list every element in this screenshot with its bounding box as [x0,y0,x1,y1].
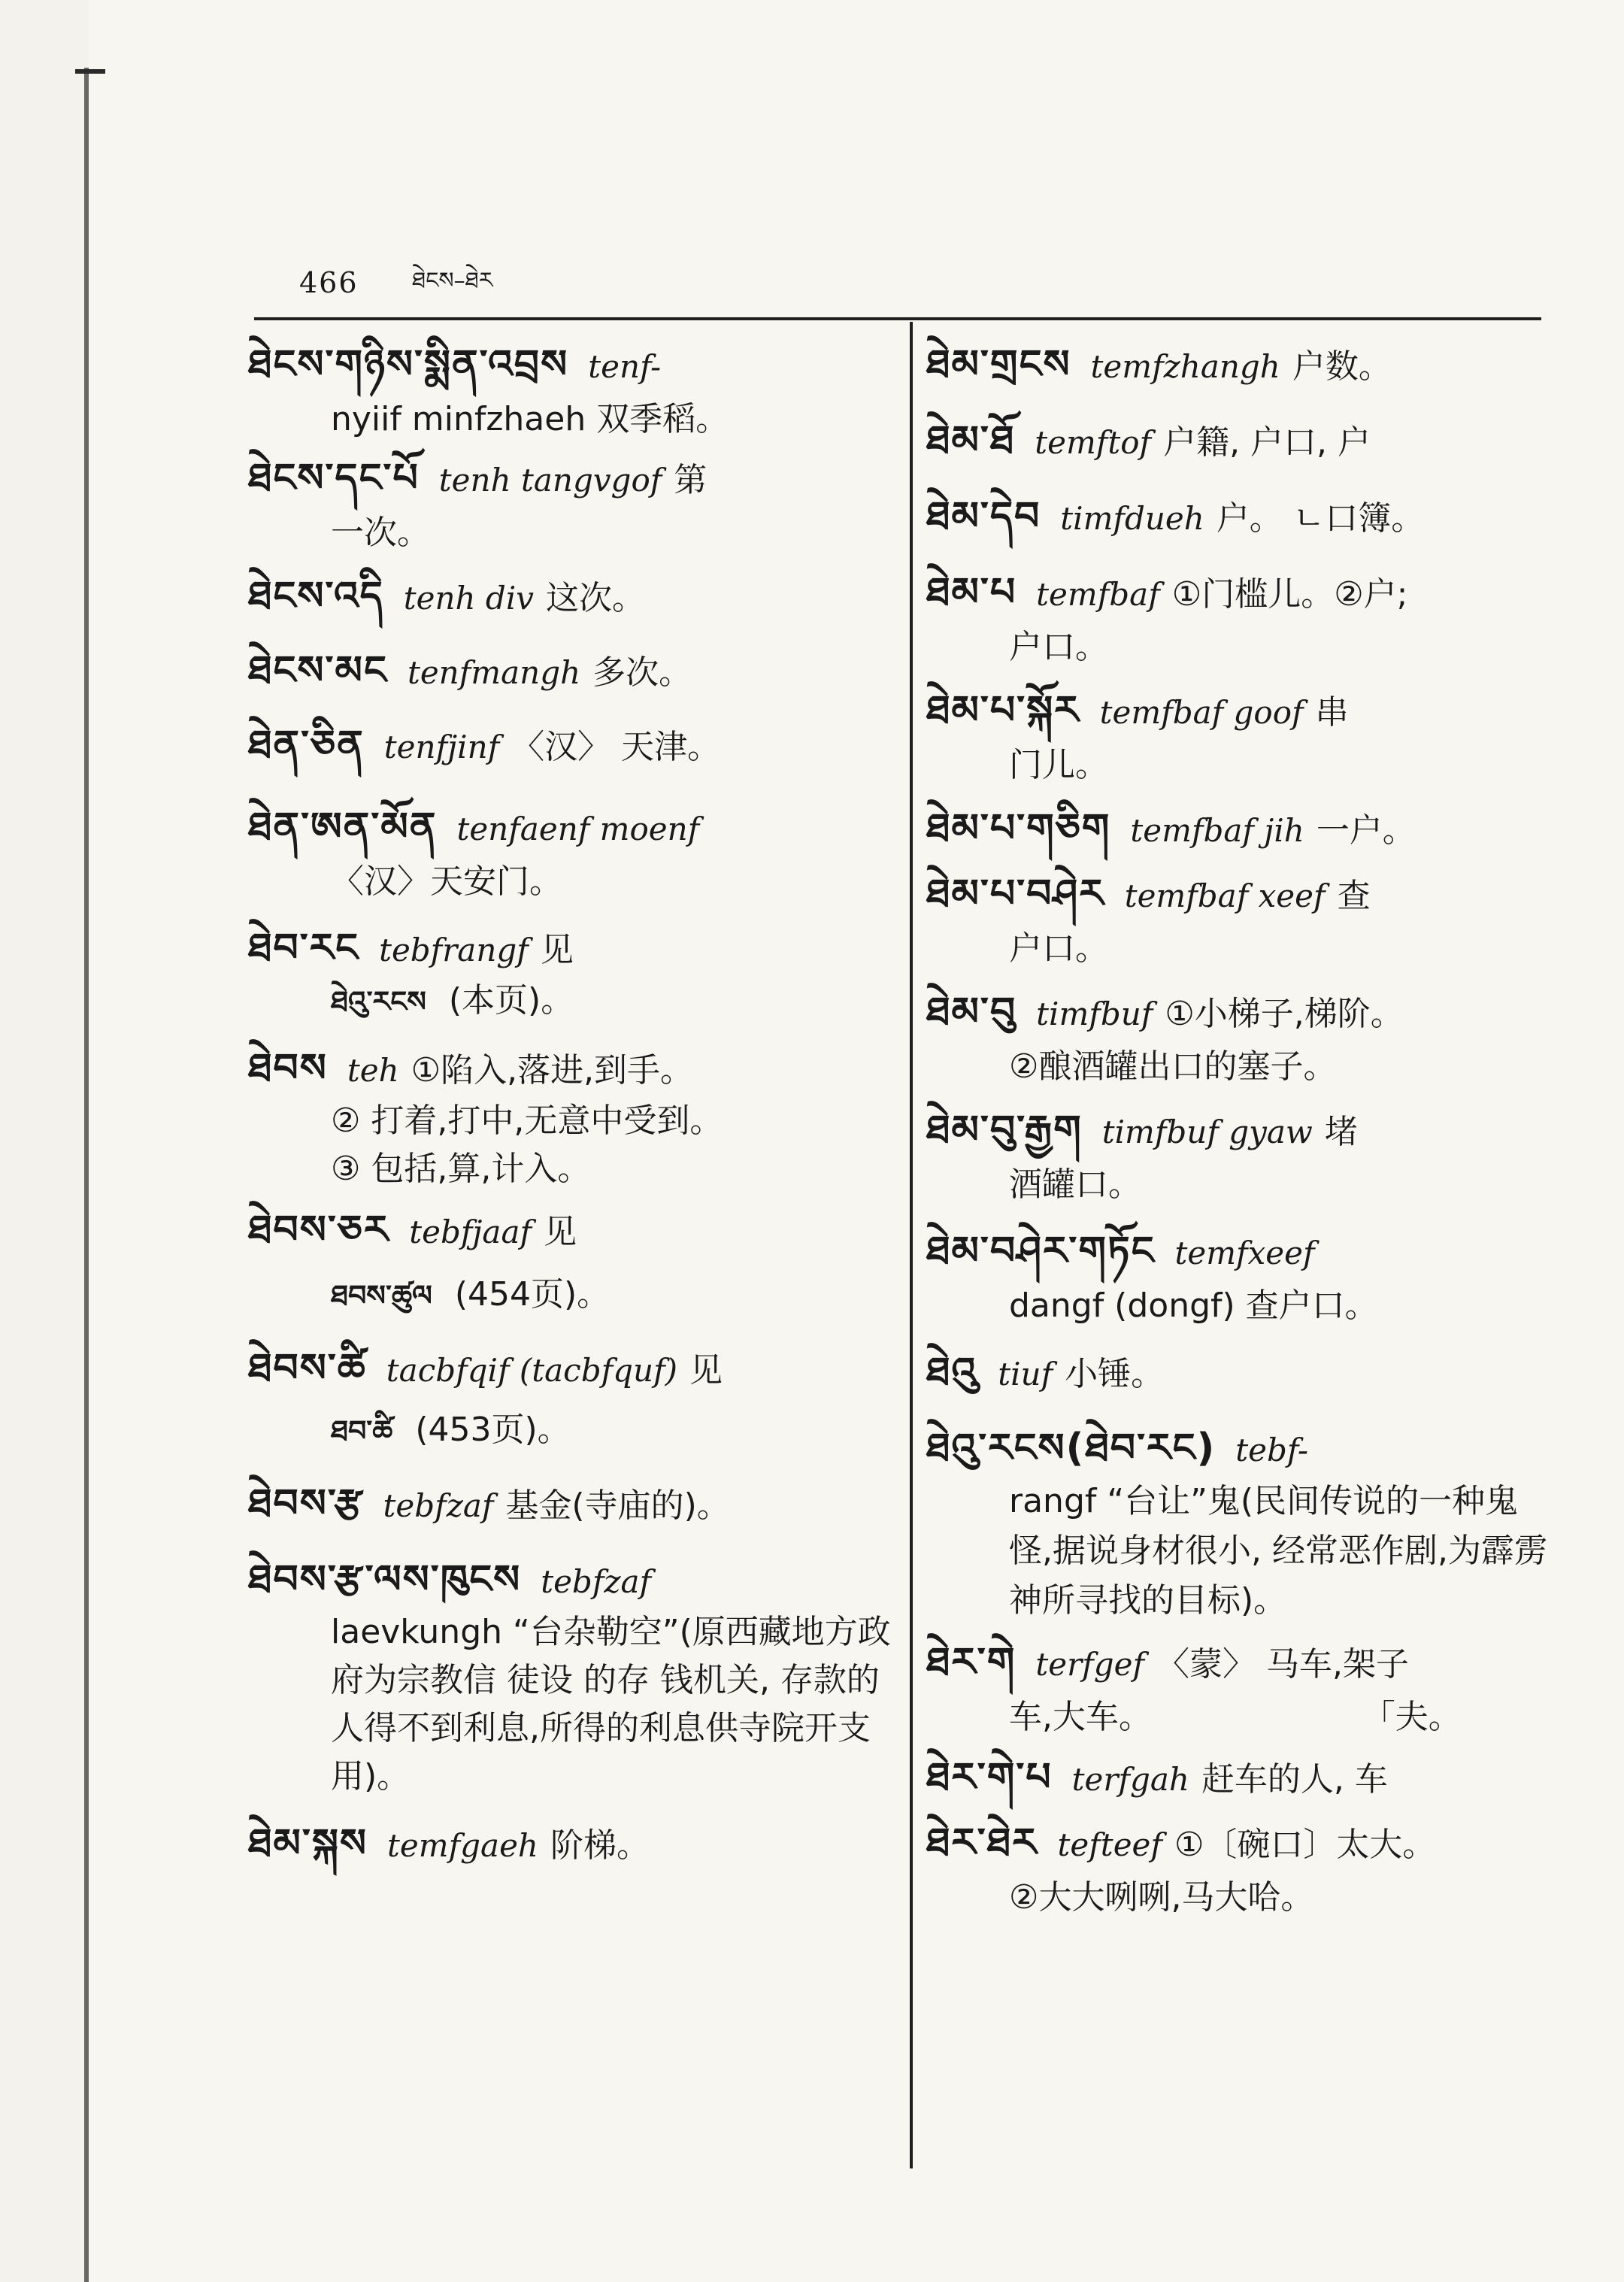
definition-continued: ② 打着,打中,无意中受到。 [331,1102,723,1140]
definition: 〈汉〉天安门。 [331,862,562,901]
definition: rangf “台让”鬼(民间传说的一种鬼怪,据说身材很小, 经常恶作剧,为霹雳神所寻找的目标)。 [1009,1482,1547,1620]
definition: 查 [1337,877,1371,915]
column-divider [910,322,913,2168]
definition: 户籍, 户口, 户 [1163,423,1371,462]
headword: ཐེམ་གྲངས [926,342,1071,387]
dictionary-entry [248,1817,893,1872]
romanization: terfgah [1071,1761,1189,1798]
romanization: tenfmangh [407,654,581,691]
dictionary-entry [248,338,893,446]
dictionary-entry [248,1342,893,1455]
romanization: temfxeef [1174,1235,1315,1271]
dictionary-entry [926,868,1549,975]
romanization: tenh div [403,580,534,617]
romanization: temfbaf xeef [1124,877,1326,914]
definition: 串 [1315,693,1349,732]
headword: ཐེབས་ཚི [248,1346,367,1391]
cross-reference-word: ཐབས་ཚུལ [331,1279,432,1312]
headword: ཐེམ་པ་བཤེར [926,871,1105,917]
definition: ①陷入,落进,到手。 [411,1051,694,1089]
romanization: tefteef [1057,1826,1162,1863]
see-also-label: 见 [544,1213,577,1251]
headword: ཐེངས་འདི [248,574,384,619]
definition-continued: ③ 包括,算,计入。 [331,1150,591,1188]
definition: nyiif minfzhaeh 双季稻。 [331,400,729,438]
definition-continued: 户口。 [1009,628,1108,666]
dictionary-entry [926,1104,1549,1211]
page-reference: (本页)。 [448,981,574,1020]
romanization: tebfrangf [379,932,529,968]
dictionary-entry [248,1204,893,1320]
left-column [248,331,893,1872]
romanization: temfgaeh [387,1827,538,1864]
headword: ཐེབས་ཅར [248,1208,390,1253]
definition: 多次。 [592,653,692,692]
dictionary-entry [926,1422,1549,1626]
see-also-label: 见 [689,1351,723,1390]
dictionary-entry [248,1553,893,1801]
dictionary-entry [926,1817,1549,1924]
dictionary-entry [248,644,893,699]
romanization: terfgef [1035,1646,1144,1683]
headword: ཐེའུ་རངས(ཐེབ་རང) [926,1426,1216,1471]
dictionary-entry [926,490,1549,545]
cross-reference-word: ཐབ་ཚི [331,1414,393,1447]
definition: 〈蒙〉 马车,架子 [1156,1645,1409,1683]
dictionary-entry [926,1225,1549,1332]
scan-edge [0,0,89,2282]
headword: ཐེར་གེ [926,1640,1017,1685]
cross-reference[interactable] [248,1406,893,1455]
headword: ཐེངས་དང་པོ [248,456,420,501]
headword: ཐེམ་པ [926,570,1017,615]
definition: 赶车的人, 车 [1201,1760,1388,1799]
cross-reference[interactable] [248,1271,893,1320]
headword: ཐེར་གེ་པ [926,1755,1053,1800]
romanization: tenh tangvgof [438,462,662,499]
romanization: temfbaf goof [1099,694,1304,731]
definition-continued: 户口。 [1009,929,1108,968]
see-also-label: 见 [540,931,574,969]
headword: ཐེན་ཨན་མོན [248,805,438,850]
headword: ཐེབས་རྩ་ལས་ཁུངས [248,1557,522,1602]
dictionary-entry [926,1751,1549,1806]
cross-reference[interactable] [248,977,893,1026]
definition-continued: ②大大咧咧,马大哈。 [1009,1878,1314,1917]
definition: dangf (dongf) 查户口。 [1009,1286,1378,1325]
headword: ཐེངས་གཉིས་སྨིན་འབྲས [248,342,569,387]
definition-continued: 车,大车。 「夫。 [1009,1698,1462,1736]
headword: ཐེམ་སྐས [248,1821,368,1866]
definition-continued: 门儿。 [1009,746,1108,784]
headword: ཐེབ་རང [248,926,360,971]
definition: 小锤。 [1065,1355,1165,1393]
romanization: tiuf [998,1356,1053,1393]
headword: ཐེབས་རྩ [248,1481,364,1526]
dictionary-entry [926,802,1549,857]
definition: 阶梯。 [550,1826,650,1865]
romanization: tebf- [1235,1432,1309,1468]
definition: ①小梯子,梯阶。 [1165,995,1404,1033]
definition: 这次。 [545,579,645,617]
running-head: ཐེངས–ཐེར [412,268,493,294]
definition: 〈汉〉 天津。 [511,728,721,766]
headword: ཐེམ་དེབ [926,494,1041,539]
binding-line [84,68,89,2282]
dictionary-entry [926,338,1549,393]
romanization: tebfzaf [383,1487,494,1524]
dictionary-entry [926,986,1549,1093]
dictionary-entry [926,1636,1549,1744]
dictionary-entry [248,570,893,625]
definition: 户。 ㄴ口簿。 [1216,499,1425,538]
cross-reference-word: ཐེའུ་རངས [331,985,426,1018]
dictionary-entry [248,719,893,774]
definition: laevkungh “台杂勒空”(原西藏地方政府为宗教信 徒设 的存 钱机关, 存款的人得不到利息,所得的利息供寺院开支用)。 [331,1613,891,1796]
definition-continued: ②酿酒罐出口的塞子。 [1009,1047,1337,1086]
page-reference: (454页)。 [454,1275,611,1314]
right-column [926,331,1549,1924]
header-rule [254,317,1541,320]
headword: ཐེམ་ཐོ [926,418,1016,463]
romanization: temfbaf [1036,576,1160,613]
headword: ཐེབས [248,1046,328,1091]
romanization: tenfaenf moenf [456,811,700,847]
page-number: 466 [299,266,359,299]
definition: ①〔碗口〕太大。 [1174,1826,1436,1864]
page-reference: (453页)。 [415,1411,571,1449]
romanization: timfdueh [1060,500,1204,537]
romanization: timfbuf [1036,996,1153,1032]
headword: ཐེམ་པ་སྐོར [926,688,1080,733]
definition-continued: 一次。 [331,514,430,552]
definition: 堵 [1324,1113,1358,1151]
dictionary-entry [926,414,1549,469]
definition: 第 [674,461,707,499]
romanization: timfbuf gyaw [1101,1114,1313,1150]
romanization: tebfzaf [541,1563,652,1600]
dictionary-entry [926,684,1549,792]
headword: ཐེའུ [926,1350,979,1395]
headword: ཐེངས་མང [248,648,388,693]
romanization: temfbaf jih [1130,812,1304,849]
headword: ཐེམ་བུ [926,989,1017,1035]
headword: ཐེམ་པ་གཅིག [926,806,1111,851]
headword: ཐེར་ཐེར [926,1820,1038,1865]
definition: 户数。 [1292,347,1392,386]
romanization: temftof [1035,424,1152,461]
romanization: tenf- [588,348,662,385]
dictionary-entry [248,801,893,908]
romanization: tebfjaaf [409,1214,532,1250]
edge-mark [75,69,105,74]
romanization: temfzhangh [1090,348,1280,385]
dictionary-entry [248,1042,893,1193]
dictionary-entry [248,922,893,1026]
definition: ①门槛儿。②户; [1171,575,1408,614]
headword: ཐེམ་བཤེར་གཏོང [926,1229,1156,1274]
headword: ཐེམ་བུ་རྒྱག [926,1108,1083,1153]
romanization: tacbfqif (tacbfquf) [386,1352,678,1389]
dictionary-entry [248,452,893,559]
definition-continued: 酒罐口。 [1009,1165,1141,1204]
dictionary-entry [926,566,1549,674]
definition: 基金(寺庙的)。 [505,1486,730,1525]
dictionary-entry [248,1477,893,1532]
headword: ཐེན་ཅིན [248,723,365,768]
dictionary-entry [926,1346,1549,1401]
romanization: tenfjinf [383,729,500,765]
definition: 一户。 [1316,811,1416,850]
romanization: teh [347,1052,399,1089]
